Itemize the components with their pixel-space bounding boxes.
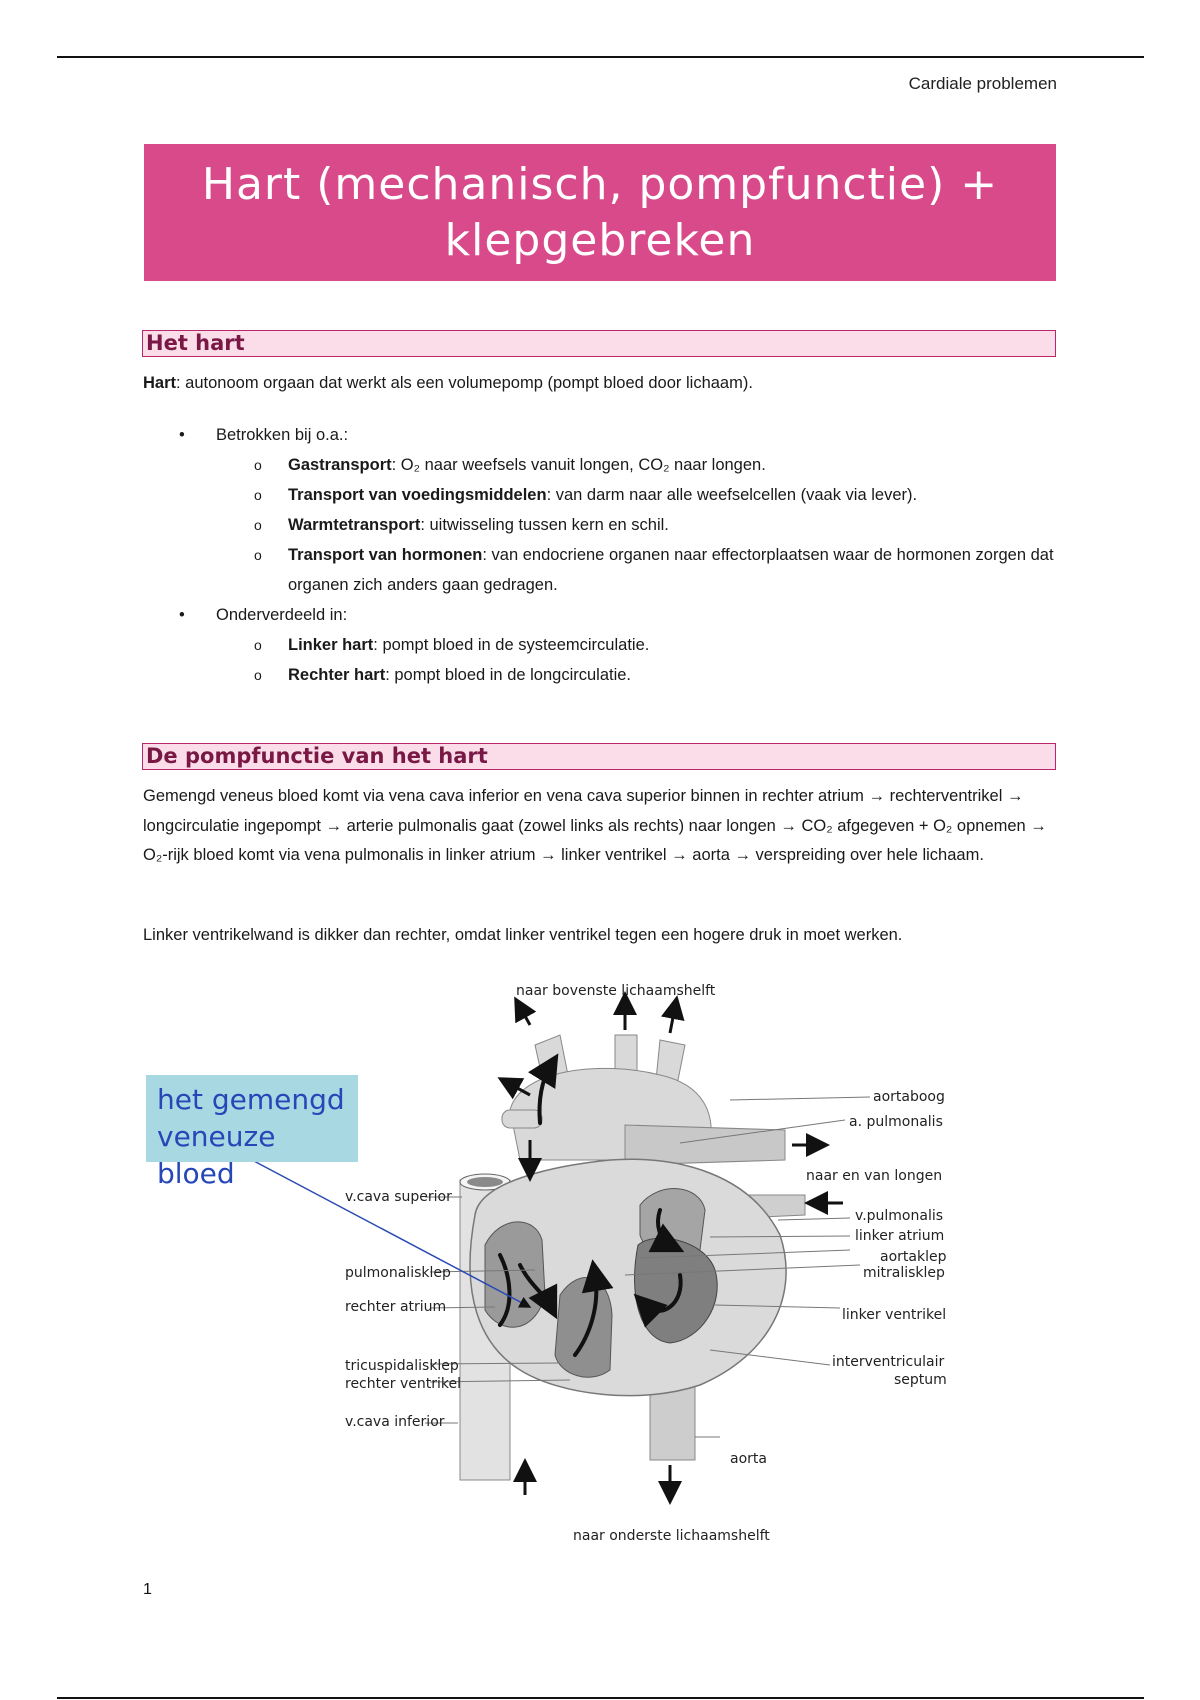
sub-term: Warmtetransport [288, 516, 421, 534]
sub-term: Linker hart [288, 636, 374, 654]
sub-text: : uitwisseling tussen kern en schil. [420, 516, 669, 534]
bullet-label: Onderverdeeld in: [216, 606, 348, 624]
label-aortaklep: aortaklep [880, 1249, 947, 1265]
right-atrium-chamber [485, 1222, 545, 1327]
label-rechter-atrium: rechter atrium [345, 1299, 447, 1315]
label-linker-ventrikel: linker ventrikel [842, 1307, 947, 1323]
running-header: Cardiale problemen [908, 74, 1057, 93]
bottom-rule [57, 1697, 1144, 1699]
list-item [216, 510, 1058, 540]
label-v-cava-superior: v.cava superior [345, 1189, 452, 1205]
intro-paragraph [143, 369, 1058, 399]
list-item [216, 540, 1058, 600]
list-item [216, 480, 1058, 510]
document-title [144, 144, 1056, 281]
circle-bullet-icon: o [254, 457, 262, 473]
list-item [216, 630, 1058, 660]
sub-text: : van endocriene organen naar effectorplaatsen waar de hormonen zorgen dat organen zich anders gaan gedragen. [288, 546, 1054, 594]
hart-bullet-list [143, 420, 1058, 690]
list-item [216, 450, 1058, 480]
label-v-pulmonalis: v.pulmonalis [855, 1208, 944, 1224]
sub-text: : O₂ naar weefsels vanuit longen, CO₂ naar longen. [391, 456, 766, 474]
label-linker-atrium: linker atrium [855, 1228, 945, 1244]
label-aortaboog: aortaboog [873, 1089, 945, 1105]
label-mitralisklep: mitralisklep [863, 1265, 945, 1281]
page-number: 1 [143, 1581, 152, 1598]
sub-term: Gastransport [288, 456, 392, 474]
list-item [216, 660, 1058, 690]
label-interventriculair: interventriculair [832, 1354, 945, 1370]
label-longen: naar en van longen [806, 1168, 943, 1184]
sub-term: Rechter hart [288, 666, 386, 684]
bullet-icon: • [179, 426, 185, 444]
circle-bullet-icon: o [254, 547, 262, 563]
label-septum: septum [894, 1372, 947, 1388]
bullet-label: Betrokken bij o.a.: [216, 426, 349, 444]
label-a-pulmonalis: a. pulmonalis [849, 1114, 943, 1130]
intro-term: Hart [143, 374, 177, 392]
top-rule [57, 56, 1144, 58]
callout-mixed-venous-blood: het gemengd veneuze bloed [146, 1075, 358, 1162]
bullet-icon: • [179, 606, 185, 624]
circle-bullet-icon: o [254, 637, 262, 653]
intro-text: : autonoom orgaan dat werkt als een volumepomp (pompt bloed door lichaam). [176, 374, 753, 392]
circle-bullet-icon: o [254, 667, 262, 683]
pulmonary-artery [625, 1125, 785, 1165]
sub-term: Transport van hormonen [288, 546, 483, 564]
section-heading-pompfunctie: De pompfunctie van het hart [142, 743, 1056, 770]
right-ventricle-chamber [555, 1278, 612, 1378]
sub-term: Transport van voedingsmiddelen [288, 486, 547, 504]
label-pulmonalisklep: pulmonalisklep [345, 1265, 451, 1281]
label-tricuspidalisklep: tricuspidalisklep [345, 1358, 459, 1374]
label-bottom: naar onderste lichaamshelft [573, 1528, 770, 1544]
label-v-cava-inferior: v.cava inferior [345, 1414, 445, 1430]
circle-bullet-icon: o [254, 487, 262, 503]
sub-list [216, 630, 1058, 690]
pompfunctie-paragraph: Gemengd veneus bloed komt via vena cava inferior en vena cava superior binnen in rechter atrium → rechterventrikel → longcirculatie ingepompt → arterie pulmonalis gaat (zowel links als rechts) naar longen → CO₂ afgegeven + O₂ opnemen → O₂-rijk bloed komt via vena pulmonalis in linker atrium → linker ventrikel → aorta → verspreiding over hele lichaam. [143, 787, 1047, 864]
label-aorta: aorta [730, 1451, 767, 1467]
sub-list [216, 450, 1058, 600]
sub-text: : van darm naar alle weefselcellen (vaak via lever). [546, 486, 918, 504]
section-heading-het-hart: Het hart [142, 330, 1056, 357]
circle-bullet-icon: o [254, 517, 262, 533]
ventrikelwand-paragraph: Linker ventrikelwand is dikker dan rechter, omdat linker ventrikel tegen een hogere druk in moet werken. [143, 926, 903, 944]
heart-diagram [140, 975, 980, 1555]
sub-text: : pompt bloed in de longcirculatie. [385, 666, 632, 684]
document-title-text: Hart (mechanisch, pompfunctie) + klepgebreken [201, 158, 999, 266]
label-rechter-ventrikel: rechter ventrikel [345, 1376, 461, 1392]
list-item [143, 420, 1058, 600]
sub-text: : pompt bloed in de systeemcirculatie. [373, 636, 650, 654]
label-top: naar bovenste lichaamshelft [516, 983, 716, 999]
list-item [143, 600, 1058, 690]
